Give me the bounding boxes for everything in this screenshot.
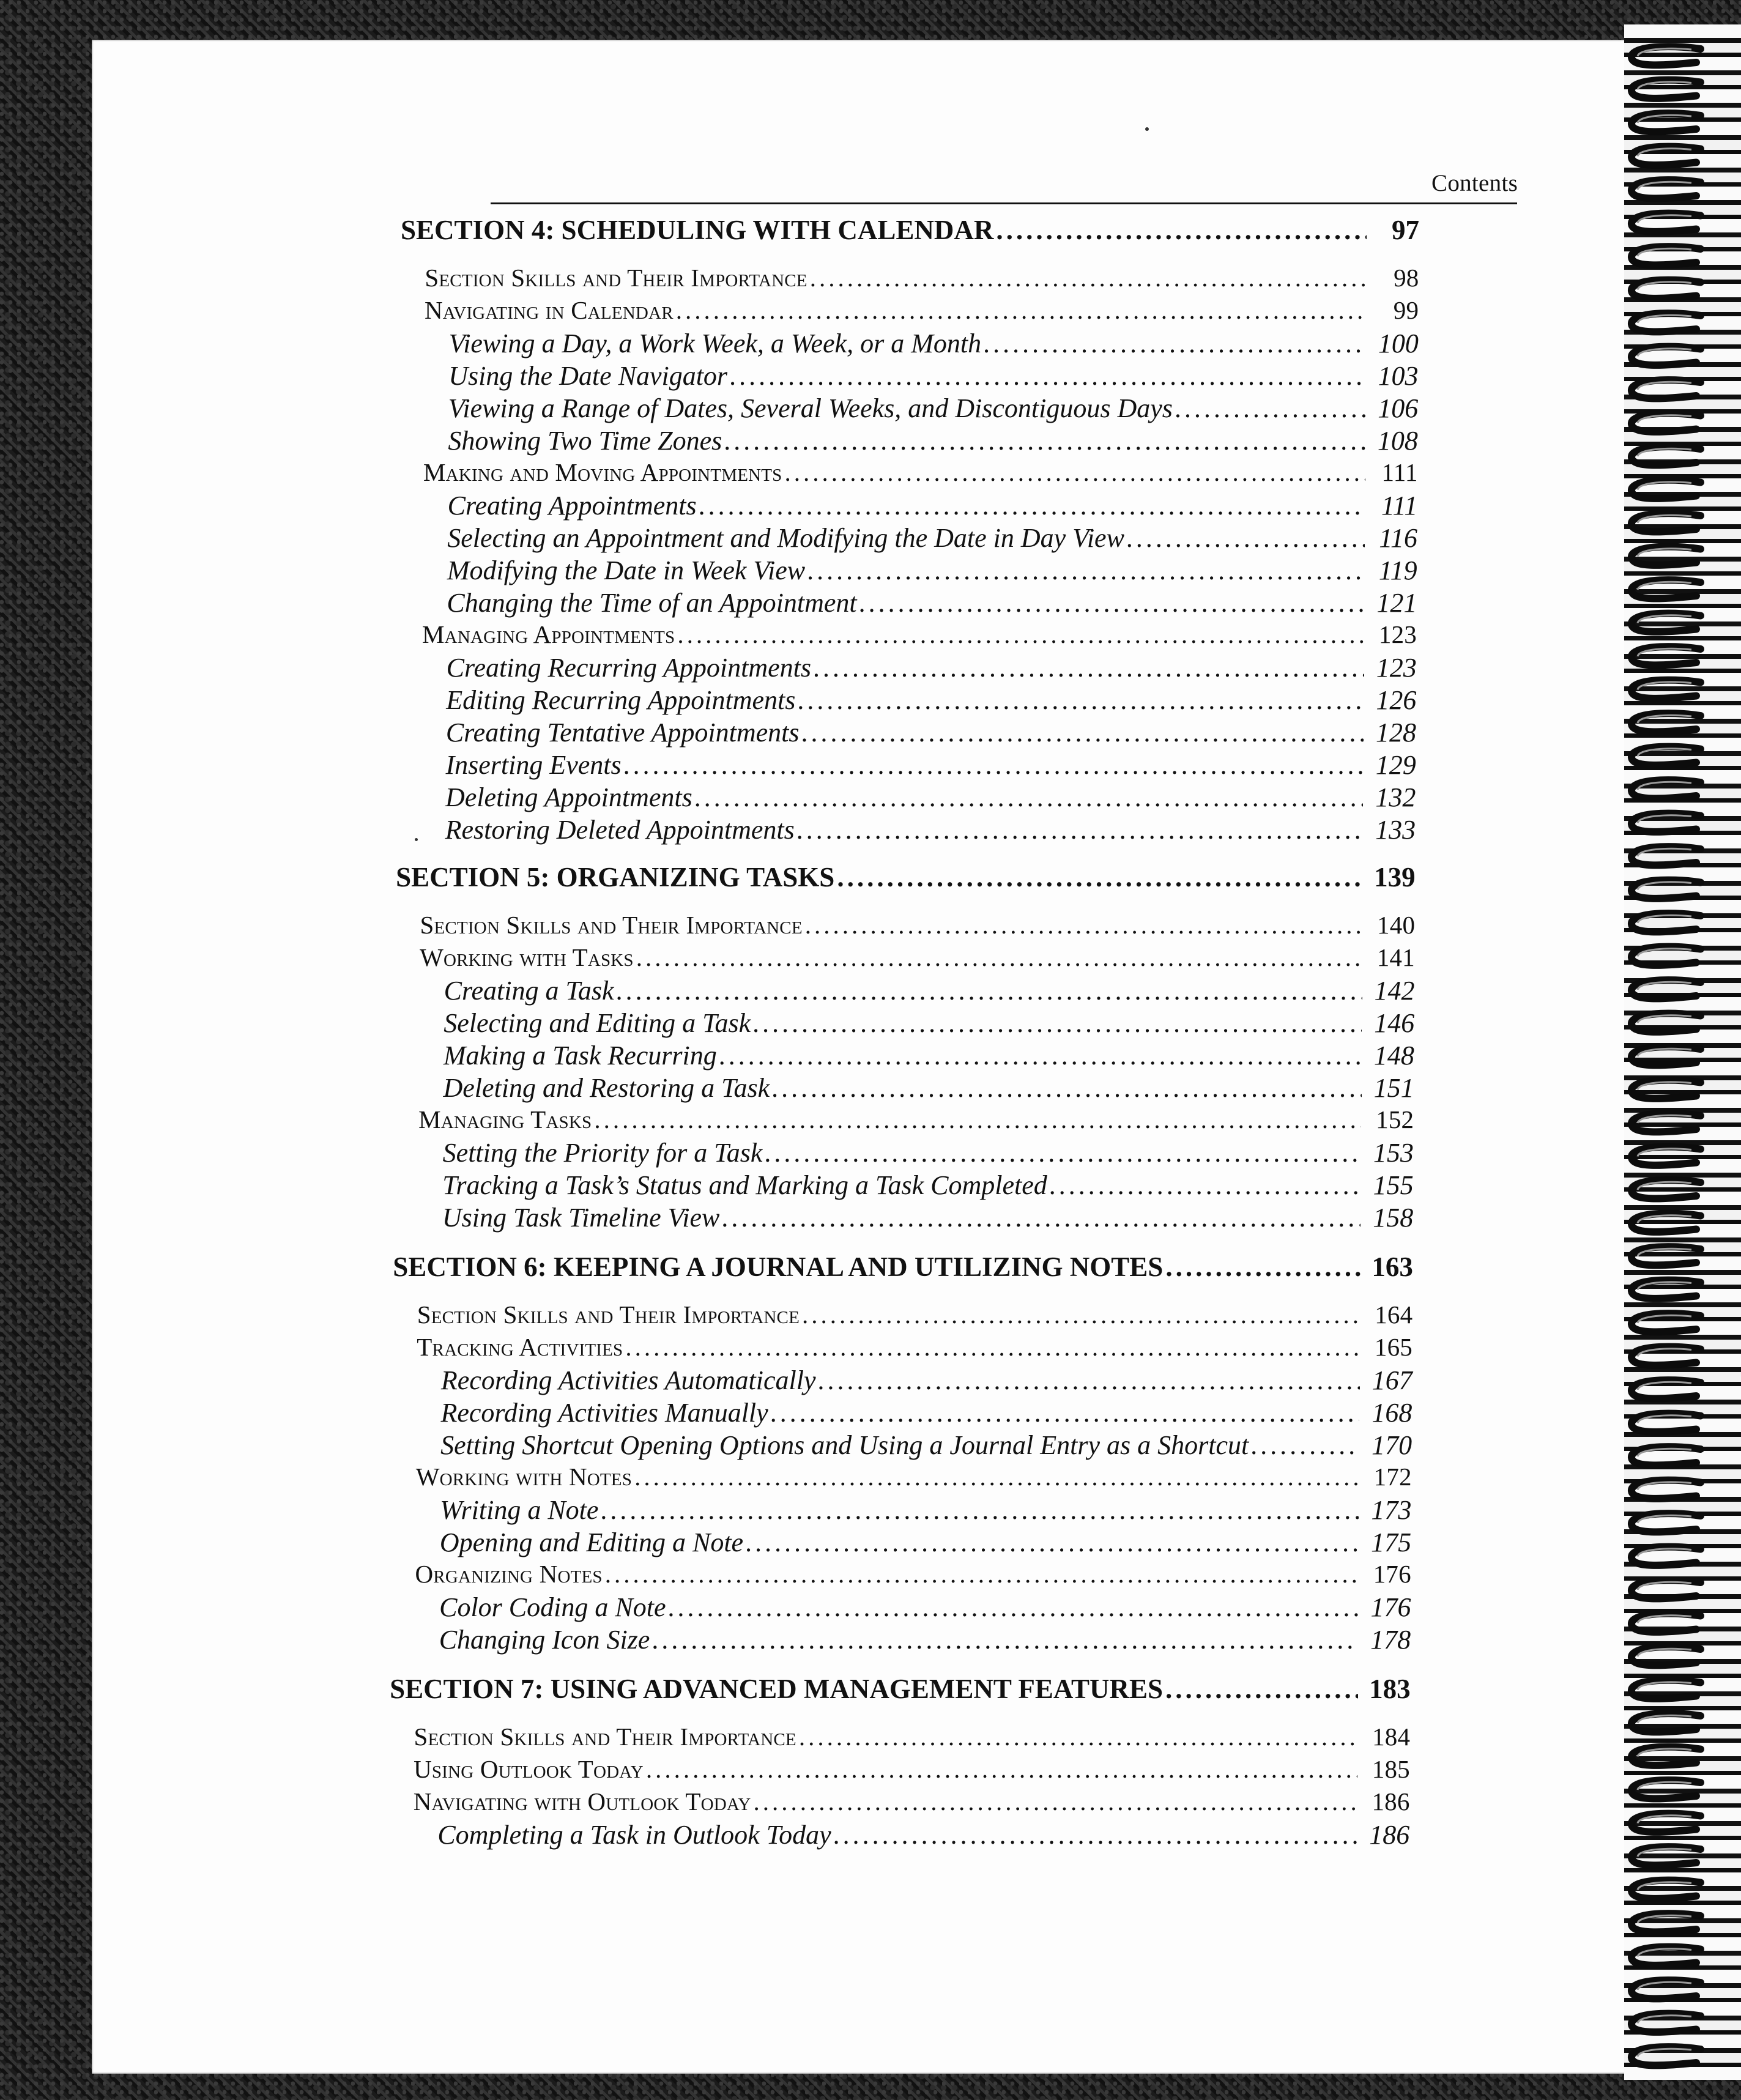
dot-leader [668, 1592, 1358, 1623]
toc-entry-page-number: 140 [1377, 911, 1416, 939]
toc-entry-page-number: 152 [1376, 1105, 1414, 1133]
toc-entry-title: Section Skills and Their Importance [425, 264, 807, 292]
dot-leader [819, 1365, 1360, 1396]
toc-entry-page-number: 170 [1372, 1430, 1412, 1460]
dot-leader [1050, 1170, 1361, 1201]
dot-leader [799, 1722, 1357, 1751]
toc-subsection-entry [422, 620, 1417, 649]
toc-entry-page-number: 141 [1376, 943, 1415, 971]
toc-entry-page-number: 123 [1376, 653, 1417, 683]
toc-subsection-entry [417, 1332, 1412, 1362]
toc-entry-title: Completing a Task in Outlook Today [437, 1820, 831, 1850]
toc-entry-title: SECTION 6: KEEPING A JOURNAL AND UTILIZING NOTES [393, 1252, 1164, 1282]
dot-leader [624, 749, 1364, 781]
toc-subsection-entry [418, 1105, 1414, 1134]
dot-leader [802, 717, 1364, 748]
toc-topic-entry [441, 1365, 1412, 1396]
toc-entry-title: Managing Appointments [422, 620, 675, 648]
dot-leader [837, 861, 1362, 893]
toc-subsection-entry [423, 458, 1418, 487]
toc-entry-page-number: 98 [1394, 264, 1419, 292]
toc-entry-title: Working with Tasks [420, 943, 634, 971]
dot-leader [652, 1624, 1358, 1655]
toc-subsection-entry [416, 1462, 1412, 1491]
toc-entry-title: Color Coding a Note [439, 1592, 666, 1622]
dot-leader [625, 1332, 1360, 1362]
dot-leader [1175, 393, 1365, 424]
dot-leader [724, 425, 1365, 456]
toc-topic-entry [444, 975, 1415, 1006]
dot-leader [1165, 1251, 1360, 1283]
toc-topic-entry [445, 782, 1416, 813]
toc-entry-title: Changing Icon Size [439, 1625, 650, 1655]
toc-topic-entry [440, 1494, 1411, 1526]
toc-entry-page-number: 103 [1378, 361, 1419, 391]
toc-entry-page-number: 175 [1371, 1527, 1412, 1557]
toc-entry-title: Inserting Events [445, 750, 622, 780]
spiral-coil-icon [1624, 37, 1710, 2080]
toc-entry-title: Section Skills and Their Importance [414, 1723, 796, 1751]
toc-subsection-entry [420, 910, 1415, 940]
toc-topic-entry [446, 685, 1416, 716]
toc-entry-page-number: 97 [1392, 215, 1419, 245]
toc-entry-title: Using Outlook Today [414, 1755, 644, 1783]
dot-leader [617, 975, 1362, 1006]
toc-entry-page-number: 151 [1373, 1073, 1414, 1103]
toc-topic-entry [445, 749, 1416, 781]
toc-entry-page-number: 178 [1370, 1625, 1411, 1655]
toc-entry-title: Managing Tasks [418, 1105, 592, 1133]
dot-leader [810, 263, 1367, 292]
toc-entry-title: Tracking a Task’s Status and Marking a Task Completed [442, 1170, 1047, 1200]
toc-subsection-entry [414, 1722, 1411, 1751]
toc-entry-page-number: 142 [1374, 976, 1415, 1006]
toc-entry-title: Making and Moving Appointments [423, 458, 782, 486]
toc-entry-page-number: 155 [1373, 1170, 1414, 1200]
toc-entry-title: Making a Task Recurring [443, 1041, 717, 1070]
toc-entry-title: Opening and Editing a Note [439, 1527, 744, 1557]
toc-section-heading [396, 861, 1416, 893]
dot-leader [1127, 522, 1365, 554]
dot-leader [646, 1754, 1357, 1784]
toc-entry-page-number: 99 [1393, 296, 1419, 324]
dot-leader [636, 943, 1362, 972]
toc-section-heading [401, 214, 1419, 246]
dot-leader [807, 555, 1365, 586]
toc-topic-entry [443, 1072, 1414, 1104]
toc-entry-page-number: 184 [1372, 1723, 1411, 1751]
toc-subsection-entry [420, 943, 1415, 972]
toc-entry-title: Creating Tentative Appointments [445, 718, 800, 748]
toc-entry-title: Creating Appointments [447, 491, 697, 521]
toc-entry-page-number: 167 [1372, 1365, 1412, 1395]
toc-entry-page-number: 126 [1376, 685, 1417, 715]
toc-entry-title: SECTION 4: SCHEDULING WITH CALENDAR [401, 215, 994, 245]
toc-entry-page-number: 186 [1369, 1820, 1410, 1850]
toc-entry-page-number: 116 [1379, 523, 1417, 553]
toc-entry-page-number: 164 [1375, 1300, 1413, 1329]
toc-topic-entry [448, 360, 1418, 391]
spiral-binding [1624, 37, 1710, 2080]
dot-leader [594, 1105, 1361, 1134]
toc-topic-entry [440, 1397, 1412, 1428]
toc-entry-page-number: 163 [1372, 1252, 1413, 1282]
toc-entry-title: Recording Activities Automatically [440, 1365, 816, 1395]
toc-entry-title: Using the Date Navigator [448, 361, 728, 391]
toc-entry-title: Selecting and Editing a Task [444, 1008, 751, 1038]
dot-leader [753, 1007, 1362, 1039]
toc-topic-entry [447, 555, 1417, 586]
toc-section-heading [393, 1251, 1413, 1283]
toc-entry-title: Viewing a Range of Dates, Several Weeks, and Discontiguous Days [448, 393, 1173, 423]
toc-entry-page-number: 148 [1373, 1041, 1414, 1070]
dot-leader [1165, 1673, 1358, 1705]
toc-topic-entry [444, 1007, 1414, 1039]
toc-subsection-entry [417, 1300, 1413, 1329]
header-rule [491, 202, 1517, 204]
dot-leader [996, 214, 1367, 246]
toc-entry-page-number: 172 [1373, 1463, 1412, 1491]
toc-entry-title: Creating Recurring Appointments [446, 653, 812, 683]
toc-entry-page-number: 158 [1373, 1203, 1414, 1233]
running-head: Contents [1431, 170, 1518, 196]
toc-topic-entry [437, 1819, 1409, 1850]
toc-topic-entry [448, 393, 1418, 424]
toc-topic-entry [448, 425, 1418, 456]
dot-leader [814, 652, 1364, 683]
toc-entry-title: Tracking Activities [417, 1333, 623, 1361]
toc-entry-page-number: 129 [1375, 750, 1416, 780]
dot-leader [634, 1462, 1359, 1491]
dot-leader [605, 1559, 1359, 1589]
dot-leader [772, 1072, 1361, 1104]
scan-speck [415, 838, 418, 841]
toc-topic-entry [447, 587, 1417, 618]
toc-topic-entry [447, 522, 1417, 554]
toc-topic-entry [442, 1170, 1413, 1201]
toc-topic-entry [439, 1592, 1411, 1623]
toc-subsection-entry [425, 263, 1419, 292]
dot-leader [765, 1137, 1361, 1168]
toc-entry-page-number: 121 [1376, 588, 1417, 618]
toc-entry-page-number: 185 [1372, 1755, 1410, 1783]
dot-leader [730, 360, 1365, 391]
dot-leader [746, 1527, 1359, 1558]
toc-subsection-entry [415, 1559, 1411, 1589]
toc-entry-title: Viewing a Day, a Work Week, a Week, or a Month [448, 328, 982, 358]
toc-entry-page-number: 132 [1375, 782, 1416, 812]
toc-topic-entry [445, 814, 1416, 845]
toc-entry-title: Changing the Time of an Appointment [447, 588, 857, 618]
dot-leader [785, 458, 1365, 487]
dot-leader [798, 685, 1364, 716]
toc-entry-title: Working with Notes [415, 1463, 633, 1491]
toc-entry-page-number: 111 [1381, 458, 1418, 486]
toc-topic-entry [440, 1430, 1412, 1461]
dot-leader [601, 1494, 1359, 1526]
dot-leader [771, 1397, 1360, 1428]
toc-topic-entry [449, 328, 1419, 359]
toc-entry-page-number: 123 [1378, 620, 1417, 648]
toc-topic-entry [443, 1137, 1414, 1168]
toc-entry-title: Deleting and Restoring a Task [443, 1073, 770, 1103]
toc-entry-title: Modifying the Date in Week View [447, 555, 806, 585]
toc-topic-entry [442, 1202, 1413, 1233]
toc-entry-page-number: 128 [1376, 718, 1417, 748]
toc-entry-page-number: 183 [1369, 1674, 1411, 1704]
toc-entry-page-number: 108 [1377, 426, 1418, 456]
toc-entry-title: Organizing Notes [415, 1560, 603, 1588]
toc-entry-title: Navigating with Outlook Today [413, 1787, 751, 1816]
toc-topic-entry [447, 652, 1417, 683]
toc-entry-title: Creating a Task [444, 976, 614, 1006]
toc-entry-title: Navigating in Calendar [425, 296, 674, 324]
toc-entry-page-number: 111 [1381, 491, 1418, 521]
toc-entry-page-number: 133 [1375, 815, 1416, 845]
dot-leader [722, 1202, 1361, 1233]
book-page [92, 40, 1630, 2074]
toc-entry-title: Section Skills and Their Importance [420, 911, 803, 939]
toc-entry-page-number: 168 [1372, 1398, 1412, 1428]
dot-leader [859, 587, 1365, 618]
toc-section-heading [390, 1673, 1411, 1705]
toc-entry-title: Using Task Timeline View [442, 1203, 720, 1233]
toc-entry-page-number: 119 [1378, 555, 1417, 585]
toc-entry-page-number: 176 [1370, 1592, 1411, 1622]
dot-leader [1251, 1430, 1359, 1461]
toc-entry-title: Setting the Priority for a Task [442, 1138, 763, 1168]
toc-entry-title: SECTION 7: USING ADVANCED MANAGEMENT FEATURES [390, 1674, 1164, 1704]
toc-entry-page-number: 173 [1371, 1495, 1412, 1525]
toc-entry-page-number: 153 [1373, 1138, 1414, 1168]
toc-entry-title: Section Skills and Their Importance [417, 1300, 800, 1329]
toc-entry-page-number: 146 [1374, 1008, 1415, 1038]
toc-entry-title: Setting Shortcut Opening Options and Using a Journal Entry as a Shortcut [440, 1430, 1249, 1460]
toc-entry-title: Deleting Appointments [445, 782, 692, 812]
toc-subsection-entry [425, 295, 1419, 325]
toc-entry-title: Editing Recurring Appointments [446, 685, 796, 715]
toc-entry-page-number: 106 [1378, 393, 1419, 423]
toc-subsection-entry [414, 1754, 1410, 1784]
dot-leader [699, 490, 1365, 521]
toc-entry-page-number: 176 [1373, 1560, 1411, 1588]
toc-entry-page-number: 165 [1374, 1333, 1413, 1361]
dot-leader [676, 295, 1366, 325]
dot-leader [695, 782, 1364, 813]
toc-entry-title: Restoring Deleted Appointments [445, 815, 795, 845]
toc-entry-page-number: 100 [1378, 328, 1419, 358]
toc-entry-page-number: 139 [1374, 862, 1416, 892]
dot-leader [719, 1040, 1362, 1071]
toc-entry-title: Selecting an Appointment and Modifying the Date in Day View [447, 523, 1124, 553]
toc-topic-entry [444, 1040, 1414, 1071]
dot-leader [984, 328, 1366, 359]
toc-topic-entry [440, 1527, 1411, 1558]
toc-topic-entry [446, 717, 1416, 748]
dot-leader [677, 620, 1364, 649]
toc-topic-entry [439, 1624, 1411, 1655]
toc-entry-title: Recording Activities Manually [440, 1398, 768, 1428]
toc-entry-title: Writing a Note [440, 1495, 599, 1525]
dot-leader [797, 814, 1363, 845]
toc-entry-title: SECTION 5: ORGANIZING TASKS [396, 862, 835, 892]
toc-subsection-entry [414, 1787, 1410, 1816]
dot-leader [802, 1300, 1360, 1329]
dot-leader [834, 1819, 1357, 1850]
toc-entry-page-number: 186 [1372, 1787, 1410, 1816]
scan-speck [1145, 127, 1149, 131]
toc-topic-entry [448, 490, 1418, 521]
dot-leader [754, 1787, 1357, 1816]
dot-leader [805, 910, 1362, 940]
toc-entry-title: Showing Two Time Zones [448, 426, 722, 456]
